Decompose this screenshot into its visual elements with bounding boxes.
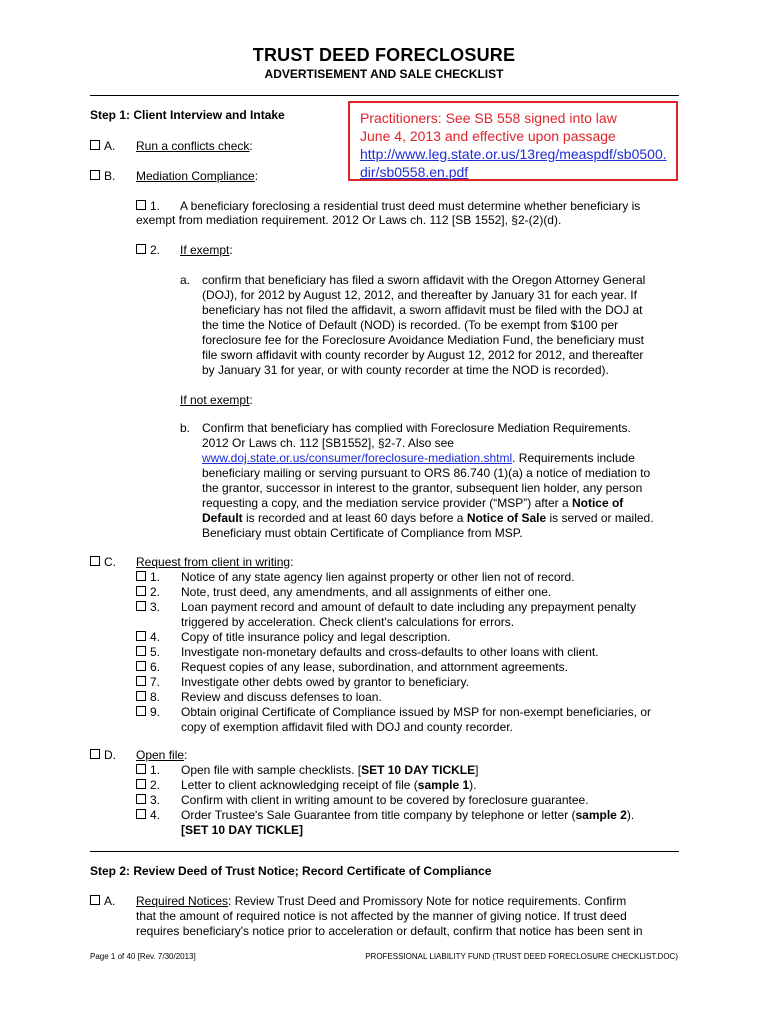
item-text: Investigate other debts owed by grantor to beneficiary. bbox=[181, 675, 469, 689]
sample-2-bold: sample 2 bbox=[575, 808, 627, 822]
checkbox-icon[interactable] bbox=[136, 779, 146, 789]
step2-item-a bbox=[90, 894, 115, 909]
line-text: is recorded and at least 60 days before a bbox=[242, 511, 467, 525]
checkbox-icon[interactable] bbox=[136, 601, 146, 611]
checkbox-icon[interactable] bbox=[136, 200, 146, 210]
required-notices-line-3: requires beneficiary's notice prior to acceleration or default, confirm that notice has been sent in bbox=[136, 924, 643, 938]
item-number: 2. bbox=[150, 243, 161, 257]
list-item bbox=[136, 585, 552, 600]
request-from-client-label: Request from client in writing bbox=[136, 555, 291, 569]
conflicts-check-label: Run a conflicts check bbox=[136, 139, 250, 153]
list-item bbox=[136, 675, 514, 690]
label-suffix: : bbox=[249, 139, 253, 153]
checkbox-icon[interactable] bbox=[136, 764, 146, 774]
callout-link-part-1[interactable]: http://www.leg.state.or.us/13reg/measpdf/sb0500. bbox=[360, 146, 667, 162]
checkbox-icon[interactable] bbox=[90, 749, 100, 759]
callout-line-1: Practitioners: See SB 558 signed into law bbox=[360, 110, 617, 126]
item-text bbox=[181, 808, 634, 823]
notice-of-sale-bold: Notice of Sale bbox=[466, 511, 547, 525]
text-part: Open file with sample checklists. [ bbox=[181, 763, 362, 777]
checkbox-icon[interactable] bbox=[136, 661, 146, 671]
exempt-a-line-4: the time the Notice of Default (NOD) is recorded. (To be exempt from $100 per bbox=[202, 318, 619, 332]
list-item bbox=[136, 778, 477, 793]
list-item bbox=[136, 808, 635, 823]
item-number: 6. bbox=[150, 660, 161, 674]
item-text: Obtain original Certificate of Compliance issued by MSP for non-exempt beneficiaries, or bbox=[181, 705, 652, 719]
callout-line-2: June 4, 2013 and effective upon passage bbox=[360, 128, 616, 144]
item-letter: C. bbox=[104, 555, 116, 569]
open-file-items-list bbox=[136, 763, 635, 838]
step1-item-a bbox=[90, 139, 115, 154]
item-text bbox=[181, 763, 478, 778]
item-number: 8. bbox=[150, 690, 161, 704]
exempt-sub-a-letter: a. bbox=[180, 273, 191, 287]
tickle-bold: SET 10 DAY TICKLE bbox=[361, 763, 476, 777]
exempt-a-line-2: (DOJ), for 2012 by August 12, 2012, and thereafter by January 31 for each year. If bbox=[202, 288, 637, 302]
required-notices-line-1 bbox=[136, 894, 643, 909]
step-divider bbox=[90, 851, 679, 852]
mediation-item-1-line-1: A beneficiary foreclosing a residential trust deed must determine whether beneficiary is bbox=[180, 199, 641, 213]
practitioners-callout bbox=[348, 101, 678, 181]
exempt-a-line-1: confirm that beneficiary has filed a sworn affidavit with the Oregon Attorney General bbox=[202, 273, 646, 287]
not-exempt-b-line-3 bbox=[202, 451, 654, 466]
tickle-continuation: [SET 10 DAY TICKLE] bbox=[181, 823, 304, 837]
checkbox-icon[interactable] bbox=[136, 631, 146, 641]
required-notices-line-2: that the amount of required notice is not affected by the manner of giving notice. If trust deed bbox=[136, 909, 627, 923]
item-number: 4. bbox=[150, 630, 161, 644]
request-items-list bbox=[136, 570, 652, 735]
step2-item-a-text bbox=[136, 894, 643, 939]
mediation-compliance-label: Mediation Compliance bbox=[136, 169, 255, 183]
item-number: 3. bbox=[150, 793, 161, 807]
footer-source: PROFESSIONAL LIABILITY FUND (TRUST DEED FORECLOSURE CHECKLIST.DOC) bbox=[365, 952, 678, 961]
item-letter: A. bbox=[104, 139, 116, 153]
item-letter: D. bbox=[104, 748, 116, 762]
item-number: 2. bbox=[150, 585, 161, 599]
item-text: Loan payment record and amount of default to date including any prepayment penalty bbox=[181, 600, 636, 614]
checkbox-icon[interactable] bbox=[136, 691, 146, 701]
list-item bbox=[136, 660, 568, 675]
default-bold: Default bbox=[202, 511, 243, 525]
item-number: 1. bbox=[150, 199, 161, 213]
not-exempt-sub-b-letter: b. bbox=[180, 421, 191, 435]
step1-heading: Step 1: Client Interview and Intake bbox=[90, 108, 285, 122]
not-exempt-b-line-4: beneficiary mailing or serving pursuant to ORS 86.740 (1)(a) a notice of mediation to bbox=[202, 466, 651, 480]
checkbox-icon[interactable] bbox=[136, 571, 146, 581]
checkbox-icon[interactable] bbox=[136, 794, 146, 804]
label-suffix: : bbox=[229, 243, 233, 257]
checkbox-icon[interactable] bbox=[136, 706, 146, 716]
item-letter: B. bbox=[104, 169, 116, 183]
step1-item-a-label-wrap bbox=[136, 139, 253, 154]
text-part: Letter to client acknowledging receipt of file ( bbox=[181, 778, 418, 792]
item-number: 2. bbox=[150, 778, 161, 792]
checkbox-icon[interactable] bbox=[90, 170, 100, 180]
item-text bbox=[181, 778, 477, 793]
text-part: ). bbox=[469, 778, 477, 792]
label-suffix: : bbox=[249, 393, 253, 407]
not-exempt-b-line-7 bbox=[202, 511, 654, 526]
text-part: ). bbox=[626, 808, 635, 822]
mediation-item-1 bbox=[136, 199, 160, 214]
step1-item-c bbox=[90, 555, 116, 570]
item-number: 9. bbox=[150, 705, 161, 719]
item-number: 5. bbox=[150, 645, 161, 659]
not-exempt-sub-b-text bbox=[202, 421, 654, 541]
list-item bbox=[136, 600, 636, 615]
label-suffix: : bbox=[290, 555, 294, 569]
link-trailing-text: . Requirements include bbox=[512, 451, 635, 465]
label-suffix: : bbox=[184, 748, 188, 762]
item-letter: A. bbox=[104, 894, 116, 908]
list-item bbox=[136, 570, 575, 585]
checkbox-icon[interactable] bbox=[136, 244, 146, 254]
document-title: TRUST DEED FORECLOSURE bbox=[252, 45, 516, 65]
checkbox-icon[interactable] bbox=[136, 809, 146, 819]
checkbox-icon[interactable] bbox=[90, 556, 100, 566]
item-text: Request copies of any lease, subordination, and attornment agreements. bbox=[181, 660, 568, 674]
step2-heading: Step 2: Review Deed of Trust Notice; Record Certificate of Compliance bbox=[90, 864, 492, 878]
if-exempt-label: If exempt bbox=[180, 243, 230, 257]
list-item bbox=[136, 705, 652, 720]
list-item bbox=[136, 793, 589, 808]
if-not-exempt-label: If not exempt bbox=[180, 393, 250, 407]
checkbox-icon[interactable] bbox=[90, 140, 100, 150]
line-text: : Review Trust Deed and Promissory Note for notice requirements. Confirm bbox=[228, 894, 627, 908]
item-number: 7. bbox=[150, 675, 161, 689]
open-file-label: Open file bbox=[136, 748, 185, 762]
not-exempt-b-line-5: the grantor, successor in interest to the grantor, subsequent lien holder, any person bbox=[202, 481, 643, 495]
exempt-a-line-6: file sworn affidavit with county recorder by August 12, 2012 for 2012, and thereafter bbox=[202, 348, 644, 362]
list-item-continuation: triggered by acceleration. Check client's calculations for errors. bbox=[181, 615, 515, 629]
item-text: Notice of any state agency lien against property or other lien not of record. bbox=[181, 570, 575, 584]
step1-item-b bbox=[90, 169, 115, 184]
item-number: 3. bbox=[150, 600, 161, 614]
text-part: Order Trustee's Sale Guarantee from title company by telephone or letter ( bbox=[181, 808, 576, 822]
required-notices-label: Required Notices bbox=[136, 894, 229, 908]
mediation-item-2 bbox=[136, 243, 160, 258]
exempt-a-line-3: beneficiary has not filed the affidavit, a sworn affidavit must be filed with the DOJ at bbox=[202, 303, 643, 317]
notice-of-bold: Notice of bbox=[571, 496, 624, 510]
if-not-exempt-wrap bbox=[180, 393, 253, 408]
list-item bbox=[136, 630, 514, 645]
item-number: 4. bbox=[150, 808, 161, 822]
item-text: Investigate non-monetary defaults and cross-defaults to other loans with client. bbox=[181, 645, 599, 659]
list-item bbox=[136, 690, 514, 705]
not-exempt-b-line-8: Beneficiary must obtain Certificate of Compliance from MSP. bbox=[202, 526, 523, 540]
item-text: Copy of title insurance policy and legal description. bbox=[181, 630, 451, 644]
if-exempt-label-wrap bbox=[180, 243, 233, 258]
document-subtitle: ADVERTISEMENT AND SALE CHECKLIST bbox=[264, 67, 504, 81]
exempt-a-line-5: foreclosure fee for the Foreclosure Avoidance Mediation Fund, the beneficiary must bbox=[202, 333, 645, 347]
not-exempt-b-line-1: Confirm that beneficiary has complied with Foreclosure Mediation Requirements. bbox=[202, 421, 631, 435]
callout-link-part-2[interactable]: dir/sb0558.en.pdf bbox=[360, 164, 469, 180]
label-suffix: : bbox=[254, 169, 259, 183]
line-text: requesting a copy, and the mediation service provider (“MSP”) after a bbox=[202, 496, 572, 510]
doj-mediation-link[interactable]: www.doj.state.or.us/consumer/foreclosure-mediation.shtml bbox=[202, 451, 513, 465]
request-from-client-wrap bbox=[136, 555, 293, 570]
checkbox-icon[interactable] bbox=[136, 586, 146, 596]
list-item-continuation: copy of exemption affidavit filed with DOJ and county recorder. bbox=[181, 720, 513, 734]
exempt-sub-a-text bbox=[202, 273, 645, 378]
item-number: 1. bbox=[150, 570, 161, 584]
not-exempt-b-line-2: 2012 Or Laws ch. 112 [SB1552], §2-7. Also see bbox=[202, 436, 454, 450]
open-file-wrap bbox=[136, 748, 187, 763]
list-item bbox=[136, 763, 479, 778]
step1-item-b-label-wrap bbox=[136, 169, 258, 184]
checkbox-icon[interactable] bbox=[90, 895, 100, 905]
item-text: Review and discuss defenses to loan. bbox=[181, 690, 382, 704]
list-item bbox=[136, 645, 599, 660]
step1-item-d bbox=[90, 748, 116, 763]
exempt-a-line-7: by January 31 for year, or with county recorder at time the NOD is recorded). bbox=[202, 363, 609, 377]
item-text: Note, trust deed, any amendments, and all assignments of either one. bbox=[181, 585, 552, 599]
checkbox-icon[interactable] bbox=[136, 646, 146, 656]
checkbox-icon[interactable] bbox=[136, 676, 146, 686]
not-exempt-b-line-6 bbox=[202, 496, 654, 511]
mediation-item-1-line-2: exempt from mediation requirement. 2012 Or Laws ch. 112 [SB 1552], §2-(2)(d). bbox=[136, 213, 562, 227]
sample-1-bold: sample 1 bbox=[417, 778, 470, 792]
text-part: ] bbox=[475, 763, 479, 777]
item-text: Confirm with client in writing amount to be covered by foreclosure guarantee. bbox=[181, 793, 589, 807]
line-text: is served or mailed. bbox=[546, 511, 654, 525]
header-divider bbox=[90, 95, 679, 96]
footer-page-info: Page 1 of 40 [Rev. 7/30/2013] bbox=[90, 952, 196, 961]
item-number: 1. bbox=[150, 763, 161, 777]
